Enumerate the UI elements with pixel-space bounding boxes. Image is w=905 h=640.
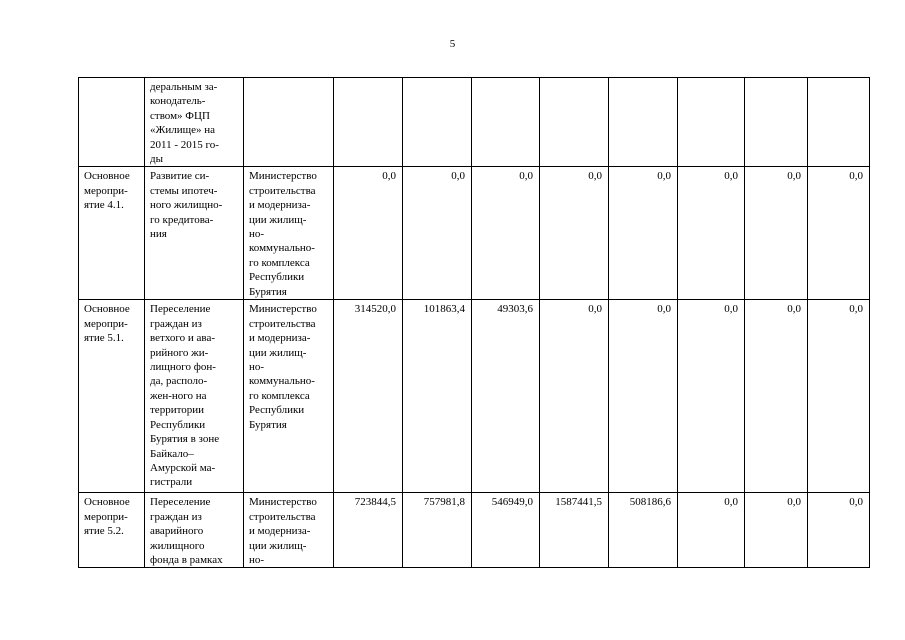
value-cell: 0,0 bbox=[808, 300, 870, 493]
value-cell: 49303,6 bbox=[472, 300, 540, 493]
table-row bbox=[79, 167, 870, 300]
value-cell: 0,0 bbox=[745, 167, 808, 300]
program-activities-table bbox=[78, 77, 870, 568]
value-cell: 546949,0 bbox=[472, 493, 540, 568]
table-row bbox=[79, 300, 870, 493]
value-cell: 508186,6 bbox=[609, 493, 678, 568]
value-cell: 723844,5 bbox=[334, 493, 403, 568]
value-cell: 0,0 bbox=[609, 300, 678, 493]
value-cell: 0,0 bbox=[609, 167, 678, 300]
activity-code-cell: Основное меропри- ятие 5.2. bbox=[79, 493, 145, 568]
value-cell: 0,0 bbox=[678, 167, 745, 300]
activity-code-cell: Основное меропри- ятие 4.1. bbox=[79, 167, 145, 300]
value-cell: 757981,8 bbox=[403, 493, 472, 568]
value-cell: 1587441,5 bbox=[540, 493, 609, 568]
value-cell: 0,0 bbox=[808, 493, 870, 568]
value-cell bbox=[678, 78, 745, 167]
value-cell: 0,0 bbox=[334, 167, 403, 300]
table-row bbox=[79, 493, 870, 568]
value-cell bbox=[540, 78, 609, 167]
value-cell: 0,0 bbox=[745, 300, 808, 493]
value-cell: 0,0 bbox=[472, 167, 540, 300]
activity-executor-cell bbox=[244, 78, 334, 167]
table-row bbox=[79, 78, 870, 167]
value-cell: 314520,0 bbox=[334, 300, 403, 493]
value-cell bbox=[334, 78, 403, 167]
activity-name-cell: Развитие си- стемы ипотеч- ного жилищно- го кредитова- ния bbox=[145, 167, 244, 300]
value-cell: 0,0 bbox=[540, 300, 609, 493]
page-number: 5 bbox=[449, 38, 456, 50]
activity-code-cell bbox=[79, 78, 145, 167]
value-cell: 0,0 bbox=[808, 167, 870, 300]
activity-name-cell: деральным за- конодатель- ством» ФЦП «Жилище» на 2011 - 2015 го- ды bbox=[145, 78, 244, 167]
activity-executor-cell: Министерство строительства и модерниза- ции жилищ- но- bbox=[244, 493, 334, 568]
value-cell bbox=[472, 78, 540, 167]
value-cell bbox=[745, 78, 808, 167]
activity-executor-cell: Министерство строительства и модерниза- ции жилищ- но- коммунально- го комплекса Республики Бурятия bbox=[244, 167, 334, 300]
activity-name-cell: Переселение граждан из аварийного жилищного фонда в рамках bbox=[145, 493, 244, 568]
value-cell bbox=[808, 78, 870, 167]
activity-name-cell: Переселение граждан из ветхого и ава- рийного жи- лищного фон- да, располо- жен-ного на территории Республики Бурятия в зоне Байкало– Амурской ма- гистрали bbox=[145, 300, 244, 493]
value-cell bbox=[403, 78, 472, 167]
value-cell: 0,0 bbox=[540, 167, 609, 300]
value-cell: 0,0 bbox=[403, 167, 472, 300]
value-cell: 101863,4 bbox=[403, 300, 472, 493]
value-cell: 0,0 bbox=[678, 300, 745, 493]
activity-code-cell: Основное меропри- ятие 5.1. bbox=[79, 300, 145, 493]
value-cell: 0,0 bbox=[745, 493, 808, 568]
value-cell: 0,0 bbox=[678, 493, 745, 568]
value-cell bbox=[609, 78, 678, 167]
activity-executor-cell: Министерство строительства и модерниза- ции жилищ- но- коммунально- го комплекса Республики Бурятия bbox=[244, 300, 334, 493]
